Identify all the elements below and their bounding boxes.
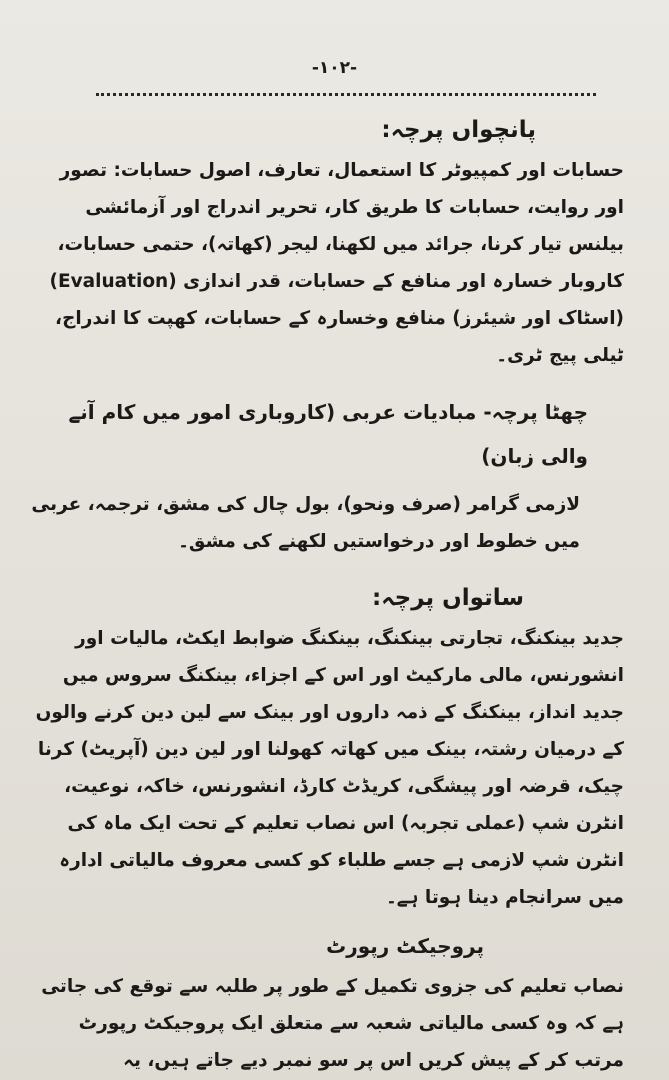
page-number: -۱۰۲- bbox=[311, 58, 358, 78]
section-body-fifth-paper: حسابات اور کمپیوٹر کا استعمال، تعارف، اصول حسابات: تصور اور روایت، حسابات کا طریق کار، تحریر اندراج اور آزمائشی بیلنس تیار کرنا، جرائد میں لکھنا، لیجر (کھاتہ)، حتمی حسابات، کاروبار خسارہ اور منافع کے حسابات، قدر اندازی (Evaluation) (اسٹاک اور شیئرز) منافع وخسارہ کے حسابات، کھپت کا اندراج، ٹیلی پیج ٹری۔ bbox=[49, 160, 624, 366]
section-body-sixth-paper: لازمی گرامر (صرف ونحو)، بول چال کی مشق، ترجمہ، عربی میں خطوط اور درخواستیں لکھنے کی مشق۔ bbox=[31, 494, 580, 552]
section-heading-sixth-paper: چھٹا پرچہ- مبادیات عربی (کاروباری امور میں کام آنے والی زبان) bbox=[68, 400, 588, 468]
header-dotted-rule bbox=[96, 93, 596, 96]
section-body-seventh-paper: جدید بینکنگ، تجارتی بینکنگ، بینکنگ ضوابط ایکٹ، مالیات اور انشورنس، مالی مارکیٹ اور اس کے اجزاء، بینکنگ سروس میں جدید انداز، بینکنگ کے ذمہ داروں اور بینک سے لین دین کرنے والوں کے درمیان رشتہ، بینک میں کھاتہ کھولنا اور لین دین (آپریٹ) کرنا چیک، قرضہ اور پیشگی، کریڈٹ کارڈ، انشورنس، خاکہ، نوعیت، انٹرن شپ (عملی تجربہ) اس نصاب تعلیم کے تحت ایک ماہ کی انٹرن شپ لازمی ہے جسے طلباء کو کسی معروف مالیاتی ادارہ میں سرانجام دینا ہوتا ہے۔ bbox=[35, 628, 624, 908]
section-heading-project-report: پروجیکٹ رپورٹ bbox=[326, 934, 484, 958]
page-content bbox=[26, 108, 624, 1079]
section-heading-fifth-paper: پانچواں پرچہ: bbox=[381, 117, 536, 143]
section-heading-seventh-paper: ساتواں پرچہ: bbox=[371, 585, 524, 611]
section-body-project-report: نصاب تعلیم کی جزوی تکمیل کے طور پر طلبہ سے توقع کی جاتی ہے کہ وہ کسی مالیاتی شعبہ سے متعلق ایک پروجیکٹ رپورٹ مرتب کر کے پیش کریں اس پر سو نمبر دیے جاتے ہیں، یہ bbox=[41, 976, 624, 1071]
